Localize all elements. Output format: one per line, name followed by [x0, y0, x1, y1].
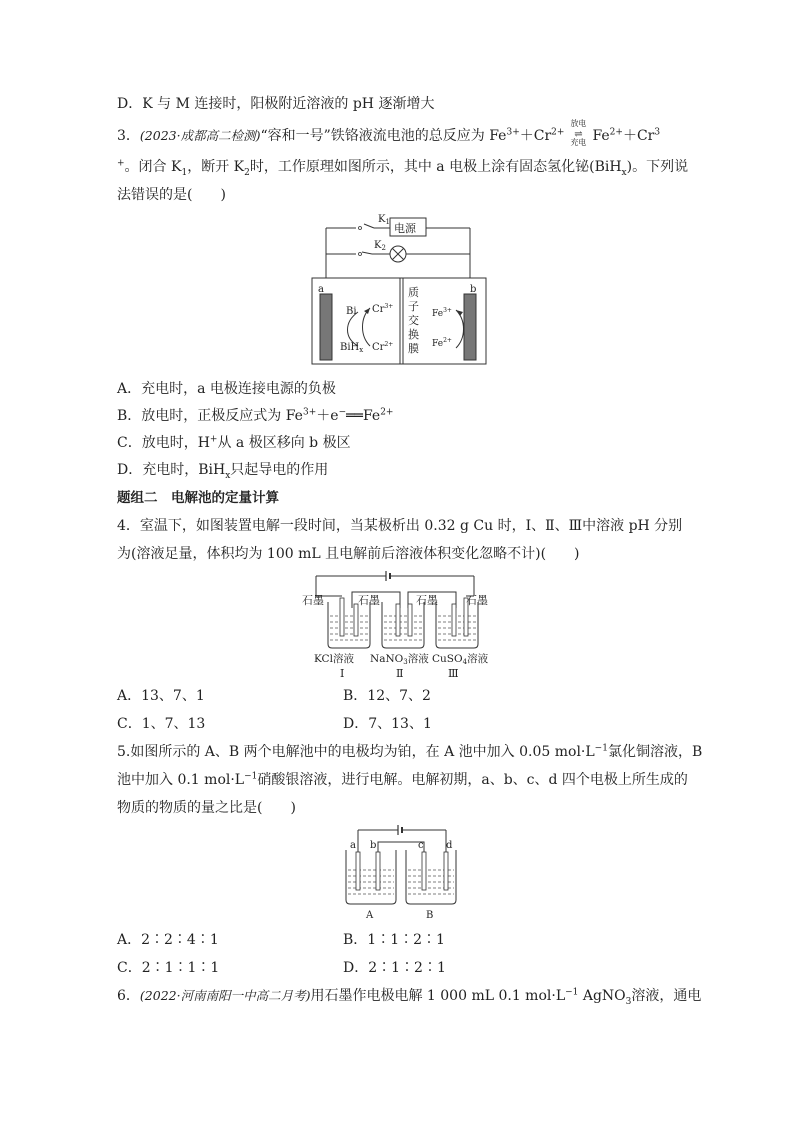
label-d: d: [446, 840, 453, 851]
label-electrode-b: b: [470, 284, 477, 295]
label-roman-2: Ⅱ: [396, 667, 404, 680]
label-bi: Bi: [346, 306, 357, 317]
q5-option-b-text: B．1∶1∶2∶1: [343, 932, 445, 948]
label-solution-1: KCl溶液: [314, 653, 354, 665]
q3-source: (2023·成都高二检测): [139, 128, 261, 143]
q3-fe2: Fe: [592, 128, 610, 144]
q5-line3-text: 物质的物质的量之比是( ): [117, 800, 296, 816]
q3-option-a: [117, 379, 336, 399]
label-roman-3: Ⅲ: [448, 667, 459, 680]
q6-text-a: 用石墨作电极电解 1 000 mL 0.1 mol·L: [310, 988, 566, 1004]
q4-line2-text: 为(溶液足量，体积均为 100 mL 且电解前后溶液体积变化忽略不计)( ): [117, 546, 580, 562]
group2-title: 题组二 电解池的定量计算: [117, 490, 279, 506]
q3-line-1: [117, 119, 661, 147]
label-cell-a: A: [366, 910, 374, 920]
q3-option-d-pre: D．充电时，BiH: [117, 462, 226, 478]
q5-option-c: [117, 958, 219, 978]
q6-line-1: [117, 986, 701, 1006]
q3-option-b-pre: B．放电时，正极反应式为 Fe: [117, 408, 303, 424]
label-cr3: $Cr^{3+}$: [372, 303, 394, 315]
electrode-a: [356, 852, 360, 890]
q3-number: 3．: [117, 128, 140, 144]
q3-line2-text: 。闭合 K: [124, 159, 182, 175]
q5-line1-sup: −1: [594, 743, 608, 754]
q5-option-d-text: D．2∶1∶2∶1: [343, 960, 446, 976]
q3-option-b-eq: ══Fe: [346, 408, 381, 424]
q6-source: (2022·河南南阳一中高二月考): [139, 988, 311, 1003]
q6-text-b: AgNO: [578, 988, 626, 1004]
q3-reaction-arrow: [564, 119, 592, 147]
q5-option-d: [343, 958, 446, 978]
q4-option-d-text: D．7、13、1: [343, 716, 432, 732]
q5-line2-a: 池中加入 0.1 mol·L: [117, 772, 245, 788]
beaker-1-electrode-right: [354, 604, 358, 636]
q2-option-d: [117, 94, 434, 114]
q3-line2-text-c: 时，工作原理如图所示，其中 a 电极上涂有固态氢化铋(BiH: [249, 159, 622, 175]
q5-option-c-text: C．2∶1∶1∶1: [117, 960, 220, 976]
q3-arrow-bottom: 充电: [570, 138, 587, 147]
q6-sup: −1: [565, 987, 579, 998]
q5-line-1: [117, 742, 702, 762]
label-graphite-4: 石墨: [466, 594, 488, 607]
two-cell-electrolysis-diagram: [342, 822, 460, 920]
label-c: c: [418, 840, 424, 851]
label-graphite-1: 石墨: [302, 594, 324, 607]
q3-k1-sub: 1: [181, 167, 188, 178]
q6-sub: 3: [625, 996, 632, 1007]
q5-line1-a: 5.如图所示的 A、B 两个电解池中的电极均为铂，在 A 池中加入 0.05 mol·L: [117, 744, 595, 760]
q6-number: 6．: [117, 988, 140, 1004]
electrode-a: [320, 294, 332, 360]
label-power: 电源: [394, 222, 416, 235]
beaker-3: [436, 602, 478, 648]
q3-option-a-text: A．充电时，a 电极连接电源的负极: [117, 381, 336, 397]
q4-option-a-text: A．13、7、1: [117, 688, 205, 704]
q3-text-a: “容和一号”铁铬液流电池的总反应为 Fe: [260, 128, 507, 144]
group2-heading: [117, 488, 279, 508]
q3-line-2: [117, 157, 688, 177]
label-graphite-2: 石墨: [358, 594, 380, 607]
beaker-a: [346, 850, 396, 904]
q3-line2-text-b: ，断开 K: [187, 159, 245, 175]
q4-option-c: [117, 714, 205, 734]
beaker-b: [406, 850, 456, 904]
label-k1: $K_1$: [378, 214, 390, 226]
electrolysis-tank: [312, 278, 486, 364]
label-roman-1: Ⅰ: [340, 667, 345, 680]
q3-line3-text: 法错误的是( ): [117, 187, 226, 203]
membrane-label: [408, 285, 419, 355]
q3-plus-cr: ＋Cr: [622, 128, 655, 144]
q3-option-c-sup: +: [209, 434, 218, 445]
electrode-b: [376, 852, 380, 890]
q3-option-d-post: 只起导电的作用: [230, 462, 329, 478]
q5-line-2: [117, 770, 688, 790]
label-fe2: $Fe^{2+}$: [432, 337, 452, 349]
label-solution-3: CuSO4溶液: [432, 653, 489, 666]
q3-ion-fe2: 2+: [609, 127, 623, 138]
q5-option-a-text: A．2∶2∶4∶1: [117, 932, 219, 948]
q3-line2-text-d: )。下列说: [626, 159, 689, 175]
label-a: a: [350, 840, 356, 851]
q4-line-1: [117, 516, 682, 536]
q4-line1-text: 4．室温下，如图装置电解一段时间，当某极析出 0.32 g Cu 时，Ⅰ、Ⅱ、Ⅲ中溶液 pH 分别: [117, 518, 683, 534]
q3-option-b-sup2: −: [338, 407, 347, 418]
beaker-2-electrode-left: [396, 604, 400, 636]
q3-option-b-sup3: 2+: [380, 407, 394, 418]
q3-cr3-cut: 3: [654, 127, 661, 138]
membrane-char-4: 换: [408, 328, 419, 341]
q3-x-sub: x: [621, 167, 627, 178]
membrane-char-2: 子: [408, 300, 419, 313]
label-cell-b: B: [426, 910, 434, 920]
q3-option-c-post: 从 a 极区移向 b 极区: [217, 435, 351, 451]
q6-text-c: 溶液，通电: [631, 988, 702, 1004]
q3-line-3: [117, 185, 226, 205]
electrode-c: [422, 852, 426, 890]
beaker-1-electrode-left: [340, 598, 344, 636]
beaker-1: [328, 602, 370, 648]
beaker-3-electrode-left: [452, 604, 456, 636]
q5-line1-b: 氯化铜溶液，B: [607, 744, 703, 760]
q5-option-a: [117, 930, 219, 950]
switch-k1: [364, 224, 374, 228]
flow-battery-diagram: [308, 210, 488, 366]
membrane-char-5: 膜: [408, 342, 419, 355]
beaker-2: [382, 602, 424, 648]
switch-k1-pivot: [359, 227, 362, 230]
label-solution-2: NaNO3溶液: [370, 653, 429, 666]
q3-k2-sub: 2: [244, 167, 250, 178]
q3-arrow-line: ⇌: [574, 129, 583, 140]
label-graphite-3: 石墨: [416, 594, 438, 607]
q5-line2-b: 硝酸银溶液，进行电解。电解初期，a、b、c、d 四个电极上所生成的: [257, 772, 688, 788]
q5-line2-sup: −1: [244, 771, 258, 782]
q3-option-d: [117, 460, 328, 480]
q3-option-c-pre: C．放电时，H: [117, 435, 210, 451]
electrode-b: [464, 294, 476, 360]
switch-k2-pivot: [359, 253, 362, 256]
q3-arrow-top: 放电: [570, 119, 587, 128]
q4-option-d: [343, 714, 432, 734]
q3-option-b: [117, 406, 393, 426]
label-k2: $K_2$: [374, 240, 386, 252]
q4-option-b: [343, 686, 431, 706]
q3-option-b-sup1: 3+: [302, 407, 317, 418]
three-cell-electrolysis-diagram: [300, 568, 496, 680]
q4-option-b-text: B．12、7、2: [343, 688, 431, 704]
q4-option-c-text: C．1、7、13: [117, 716, 206, 732]
q3-ion-cr2: 2+: [551, 127, 565, 138]
q2-option-d-text: D．K 与 M 连接时，阳极附近溶液的 pH 逐渐增大: [117, 96, 435, 112]
q3-ion-fe3: 3+: [506, 127, 520, 138]
q3-option-d-sub: x: [225, 470, 231, 481]
q5-option-b: [343, 930, 445, 950]
q4-option-a: [117, 686, 205, 706]
q4-line-2: [117, 544, 580, 564]
q3-option-c: [117, 433, 351, 453]
label-bihx: BiH$_x$: [340, 342, 364, 354]
beaker-2-electrode-right: [408, 604, 412, 636]
membrane-char-1: 质: [408, 286, 419, 299]
label-cr2: $Cr^{2+}$: [372, 341, 394, 353]
label-electrode-a: a: [318, 284, 324, 295]
q3-plus: ＋Cr: [519, 128, 552, 144]
membrane-char-3: 交: [408, 314, 419, 327]
electrode-d: [444, 852, 448, 890]
q3-line2-start: +: [117, 158, 125, 169]
q5-line-3: [117, 798, 296, 818]
switch-k2: [362, 252, 372, 254]
label-fe3: $Fe^{3+}$: [432, 307, 452, 319]
q3-option-b-mid: ＋e: [316, 408, 339, 424]
label-b: b: [370, 840, 377, 851]
